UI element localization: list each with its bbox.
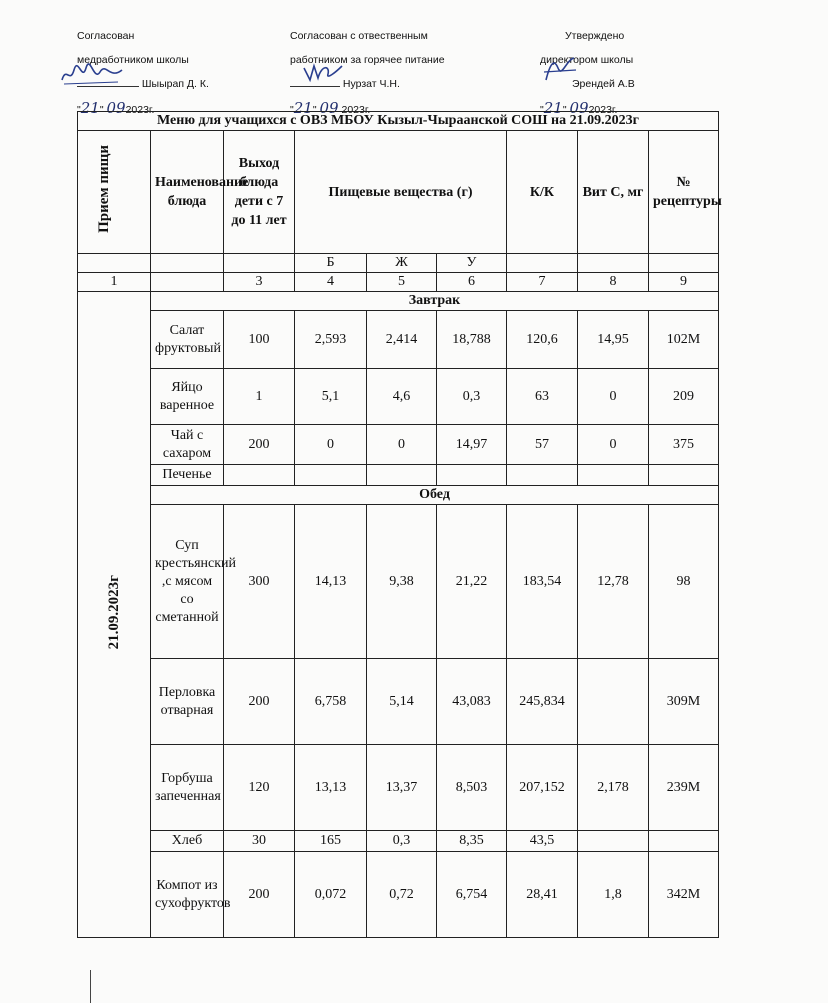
dish-u: 8,35: [437, 831, 507, 852]
date-month: 09: [106, 99, 126, 117]
table-row: [78, 425, 719, 465]
col-number: [151, 273, 224, 292]
menu-date: 21.09.2023г: [105, 574, 122, 650]
approval-name: Эрендей А.В: [572, 78, 635, 90]
dish-kcal: 120,6: [507, 311, 578, 369]
dish-b: 6,758: [295, 659, 367, 745]
section-row-breakfast: [78, 292, 719, 311]
date-month: 09: [319, 99, 339, 117]
approval-line2: работником за горячее питание: [290, 54, 445, 66]
dish-u: 6,754: [437, 852, 507, 938]
table-row: [78, 369, 719, 425]
dish-vitc: 12,78: [578, 505, 649, 659]
dish-recipe: [649, 465, 719, 486]
dish-recipe: 102М: [649, 311, 719, 369]
section-title: Обед: [151, 486, 719, 505]
date-cell: [78, 292, 151, 938]
menu-table: [77, 111, 722, 938]
dish-output: 200: [224, 852, 295, 938]
dish-vitc: 0: [578, 425, 649, 465]
col-number: 5: [367, 273, 437, 292]
dish-output: 120: [224, 745, 295, 831]
approval-name-line: [77, 72, 209, 96]
dish-zh: [367, 465, 437, 486]
approval-date: "21" 09 2023г.: [290, 99, 371, 117]
col-number: 6: [437, 273, 507, 292]
header-dish: Наименование блюда: [151, 131, 224, 254]
header-vitc: Вит С, мг: [578, 131, 649, 254]
dish-kcal: 207,152: [507, 745, 578, 831]
table-row: [78, 745, 719, 831]
dish-name: Печенье: [151, 465, 224, 486]
dish-u: 0,3: [437, 369, 507, 425]
dish-zh: 9,38: [367, 505, 437, 659]
table-row: [78, 311, 719, 369]
dish-zh: 5,14: [367, 659, 437, 745]
dish-name: Яйцо варенное: [151, 369, 224, 425]
dish-recipe: 209: [649, 369, 719, 425]
dish-kcal: 28,41: [507, 852, 578, 938]
dish-recipe: 342М: [649, 852, 719, 938]
dish-kcal: 43,5: [507, 831, 578, 852]
table-row: [78, 831, 719, 852]
section-row-lunch: [78, 486, 719, 505]
approval-name-line: [540, 72, 635, 96]
dish-output: 300: [224, 505, 295, 659]
page-edge-line: [90, 970, 91, 1003]
dish-output: 100: [224, 311, 295, 369]
date-day: 21: [543, 99, 563, 117]
col-number: 4: [295, 273, 367, 292]
header-kcal: К/К: [507, 131, 578, 254]
dish-b: 0,072: [295, 852, 367, 938]
dish-recipe: 239М: [649, 745, 719, 831]
dish-output: 30: [224, 831, 295, 852]
dish-vitc: 1,8: [578, 852, 649, 938]
section-title: Завтрак: [151, 292, 719, 311]
approval-medic: [77, 24, 209, 122]
col-number: 1: [78, 273, 151, 292]
dish-u: 18,788: [437, 311, 507, 369]
dish-vitc: [578, 465, 649, 486]
dish-name: Хлеб: [151, 831, 224, 852]
approval-line1: Согласован: [77, 30, 135, 42]
col-number: 3: [224, 273, 295, 292]
dish-b: [295, 465, 367, 486]
dish-kcal: 183,54: [507, 505, 578, 659]
dish-name: Салат фруктовый: [151, 311, 224, 369]
dish-name: Горбуша запеченная: [151, 745, 224, 831]
approval-name: Нурзат Ч.Н.: [342, 78, 400, 90]
dish-output: 1: [224, 369, 295, 425]
approval-line1: Согласован с отвественным: [290, 30, 428, 42]
dish-vitc: [578, 831, 649, 852]
date-year: 2023г.: [125, 104, 155, 116]
approval-line1: Утверждено: [565, 30, 625, 42]
dish-recipe: 309М: [649, 659, 719, 745]
dish-b: 5,1: [295, 369, 367, 425]
dish-b: 13,13: [295, 745, 367, 831]
dish-name: Чай с сахаром: [151, 425, 224, 465]
col-number: 7: [507, 273, 578, 292]
dish-b: 14,13: [295, 505, 367, 659]
header-recipe: № рецептуры: [649, 131, 719, 254]
dish-kcal: [507, 465, 578, 486]
dish-u: 21,22: [437, 505, 507, 659]
dish-b: 0: [295, 425, 367, 465]
approval-hot-meals: [290, 24, 445, 122]
menu-title: Меню для учащихся с ОВЗ МБОУ Кызыл-Чыраанской СОШ на 21.09.2023г: [78, 112, 719, 131]
approval-name: Шыырап Д. К.: [141, 78, 209, 90]
subheader-zh: Ж: [367, 254, 437, 273]
dish-recipe: [649, 831, 719, 852]
date-year: 2023г.: [588, 104, 618, 116]
header-output: Выход блюда дети с 7 до 11 лет: [224, 131, 295, 254]
dish-output: [224, 465, 295, 486]
approval-date: "21" 092023г.: [540, 99, 618, 117]
subheader-row: [78, 254, 719, 273]
dish-b: 165: [295, 831, 367, 852]
dish-output: 200: [224, 425, 295, 465]
dish-zh: 4,6: [367, 369, 437, 425]
approval-name-line: [290, 72, 445, 96]
table-row: [78, 505, 719, 659]
header-nutrients: Пищевые вещества (г): [295, 131, 507, 254]
table-row: [78, 659, 719, 745]
column-numbers-row: [78, 273, 719, 292]
dish-vitc: [578, 659, 649, 745]
approval-line2: директором школы: [540, 54, 634, 66]
dish-name: Перловка отварная: [151, 659, 224, 745]
col-number: 8: [578, 273, 649, 292]
dish-zh: 2,414: [367, 311, 437, 369]
dish-u: 14,97: [437, 425, 507, 465]
dish-zh: 0,3: [367, 831, 437, 852]
dish-recipe: 98: [649, 505, 719, 659]
subheader-b: Б: [295, 254, 367, 273]
date-day: 21: [293, 99, 313, 117]
dish-u: [437, 465, 507, 486]
approval-director: [540, 24, 635, 122]
dish-name: Суп крестьянский ,с мясом со сметанной: [151, 505, 224, 659]
dish-u: 8,503: [437, 745, 507, 831]
signature-line: [290, 86, 340, 87]
header-row: [78, 131, 719, 254]
dish-kcal: 63: [507, 369, 578, 425]
subheader-u: У: [437, 254, 507, 273]
header-meal: Прием пищи: [78, 131, 151, 254]
dish-u: 43,083: [437, 659, 507, 745]
dish-b: 2,593: [295, 311, 367, 369]
date-day: 21: [80, 99, 100, 117]
dish-zh: 13,37: [367, 745, 437, 831]
dish-output: 200: [224, 659, 295, 745]
approval-date: "21" 092023г.: [77, 99, 155, 117]
signature-line: [77, 86, 139, 87]
dish-zh: 0: [367, 425, 437, 465]
title-row: [78, 112, 719, 131]
dish-vitc: 14,95: [578, 311, 649, 369]
date-month: 09: [569, 99, 589, 117]
approval-line2: медработником школы: [77, 54, 189, 66]
dish-kcal: 245,834: [507, 659, 578, 745]
col-number: 9: [649, 273, 719, 292]
table-row: [78, 852, 719, 938]
dish-vitc: 0: [578, 369, 649, 425]
date-year: 2023г.: [341, 104, 371, 116]
dish-name: Компот из сухофруктов: [151, 852, 224, 938]
dish-vitc: 2,178: [578, 745, 649, 831]
dish-recipe: 375: [649, 425, 719, 465]
table-row: [78, 465, 719, 486]
approval-header: [0, 0, 828, 117]
dish-kcal: 57: [507, 425, 578, 465]
dish-zh: 0,72: [367, 852, 437, 938]
